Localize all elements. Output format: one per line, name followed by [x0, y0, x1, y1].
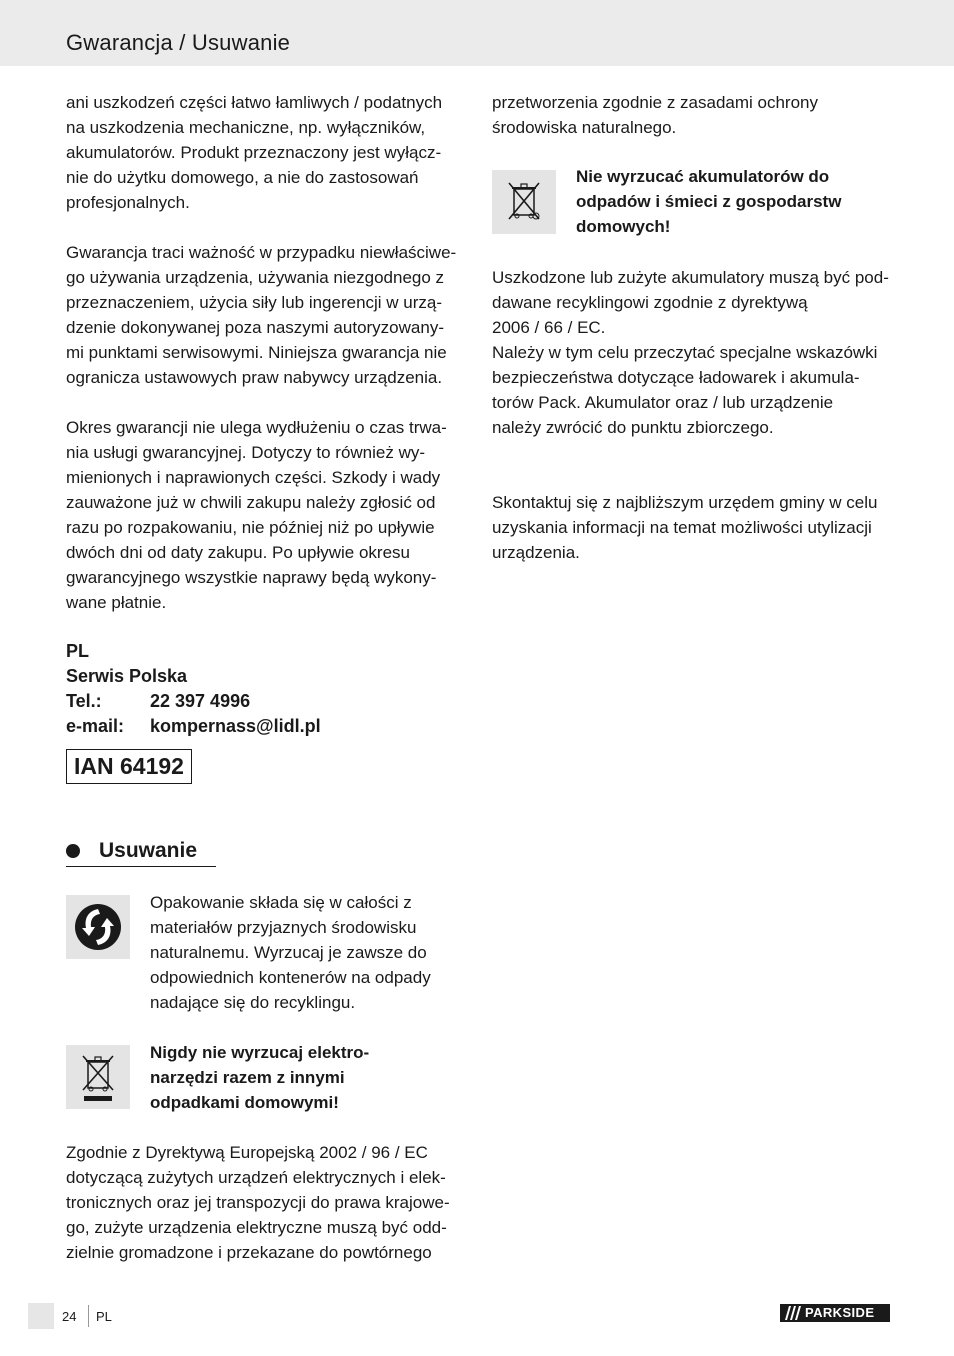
text-line: Gwarancja traci ważność w przypadku niewłaściwe-: [66, 243, 457, 262]
text-line: Skontaktuj się z najbliższym urzędem gminy w celu: [492, 493, 878, 512]
text-line: dawane recyklingowi zgodnie z dyrektywą: [492, 293, 808, 312]
phone-value: 22 397 4996: [150, 691, 251, 711]
text-line: środowiska naturalnego.: [492, 118, 677, 137]
language-code: PL: [96, 1309, 112, 1324]
directive-text: [66, 1140, 466, 1265]
text-line: Nigdy nie wyrzucaj elektro-: [150, 1043, 370, 1062]
footer-marker: [28, 1303, 54, 1329]
crossed-out-bin-battery-icon: [492, 170, 556, 234]
text-line: mi punktami serwisowymi. Niniejsza gwarancja nie: [66, 343, 447, 362]
email-value: kompernass@lidl.pl: [150, 716, 321, 736]
text-line: go używania urządzenia, używania niezgodnego z: [66, 268, 445, 287]
text-line: ani uszkodzeń części łatwo łamliwych / podatnych: [66, 93, 443, 112]
text-line: 2006 / 66 / EC.: [492, 318, 606, 337]
text-line: akumulatorów. Produkt przeznaczony jest wyłącz-: [66, 143, 442, 162]
text-line: narzędzi razem z innymi: [150, 1068, 345, 1087]
page-header: [0, 0, 954, 66]
text-line: dzenie dokonywanej poza naszymi autoryzowany-: [66, 318, 444, 337]
battery-recycling-text: [492, 265, 892, 440]
crossed-out-wheelie-bin-icon: [66, 1045, 130, 1109]
page-number: 24: [62, 1309, 77, 1324]
text-line: zielnie gromadzone i przekazane do powtórnego: [66, 1243, 432, 1262]
footer-divider: [88, 1305, 89, 1327]
text-line: odpadów i śmieci z gospodarstw: [576, 192, 842, 211]
logo-stripes-icon: [780, 1304, 804, 1322]
text-line: należy zwrócić do punktu zbiorczego.: [492, 418, 774, 437]
text-line: Zgodnie z Dyrektywą Europejską 2002 / 96 / EC: [66, 1143, 428, 1162]
disposal-section-heading: [66, 836, 216, 867]
text-line: tronicznych oraz jej transpozycji do prawa krajowe-: [66, 1193, 450, 1212]
text-line: nia usługi gwarancyjnej. Dotyczy to również wy-: [66, 443, 426, 462]
text-line: odpowiednich kontenerów na odpady: [150, 968, 431, 987]
service-country: PL: [66, 641, 90, 661]
service-contact: [66, 639, 321, 739]
text-line: Uszkodzone lub zużyte akumulatory muszą być pod-: [492, 268, 889, 287]
email-label: e-mail:: [66, 716, 125, 736]
text-line: materiałów przyjaznych środowisku: [150, 918, 417, 937]
warranty-void-paragraph: [66, 240, 466, 390]
text-line: dwóch dni od daty zakupu. Po upływie okresu: [66, 543, 410, 562]
text-line: bezpieczeństwa dotyczące ładowarek i akumula-: [492, 368, 860, 387]
text-line: uzyskania informacji na temat możliwości utylizacji: [492, 518, 872, 537]
packaging-text: [150, 890, 470, 1015]
text-line: gwarancyjnego wszystkie naprawy będą wykony-: [66, 568, 437, 587]
text-line: domowych!: [576, 217, 671, 236]
text-line: nadające się do recyklingu.: [150, 993, 356, 1012]
right-continuation-text: [492, 90, 892, 140]
left-column: [66, 90, 466, 615]
text-line: go, zużyte urządzenia elektryczne muszą być odd-: [66, 1218, 447, 1237]
text-line: Okres gwarancji nie ulega wydłużeniu o czas trwa-: [66, 418, 447, 437]
ian-number-box: IAN 64192: [66, 749, 192, 784]
warranty-period-paragraph: [66, 415, 466, 615]
text-line: mienionych i naprawionych części. Szkody i wady: [66, 468, 441, 487]
municipality-contact-text: [492, 490, 892, 565]
service-email-row: [66, 714, 321, 739]
text-line: przeznaczeniem, użycia siły lub ingerencji w urzą-: [66, 293, 443, 312]
service-phone-row: [66, 689, 321, 714]
text-line: dotyczącą zużytych urządzeń elektrycznych i elek-: [66, 1168, 446, 1187]
text-line: wane płatnie.: [66, 593, 167, 612]
text-line: zauważone już w chwili zakupu należy zgłosić od: [66, 493, 436, 512]
text-line: razu po rozpakowaniu, nie później niż po upływie: [66, 518, 435, 537]
text-line: na uszkodzenia mechaniczne, np. wyłączników,: [66, 118, 426, 137]
parkside-logo: [780, 1304, 890, 1322]
text-line: Nie wyrzucać akumulatorów do: [576, 167, 830, 186]
text-line: ogranicza ustawowych praw nabywcy urządzenia.: [66, 368, 443, 387]
weee-warning: [150, 1040, 470, 1115]
text-line: Należy w tym celu przeczytać specjalne wskazówki: [492, 343, 878, 362]
brand-name: PARKSIDE: [805, 1305, 875, 1320]
battery-warning: [576, 164, 896, 239]
section-title: Usuwanie: [99, 839, 198, 862]
bullet-icon: [66, 844, 80, 858]
text-line: torów Pack. Akumulator oraz / lub urządzenie: [492, 393, 834, 412]
text-line: nie do użytku domowego, a nie do zastosowań: [66, 168, 419, 187]
text-line: profesjonalnych.: [66, 193, 190, 212]
text-line: odpadkami domowymi!: [150, 1093, 339, 1112]
page-title: Gwarancja / Usuwanie: [66, 30, 291, 55]
green-dot-recycling-icon: [66, 895, 130, 959]
phone-label: Tel.:: [66, 691, 102, 711]
text-line: Opakowanie składa się w całości z: [150, 893, 412, 912]
text-line: przetworzenia zgodnie z zasadami ochrony: [492, 93, 819, 112]
warranty-exclusions-paragraph: [66, 90, 466, 215]
text-line: urządzenia.: [492, 543, 580, 562]
service-name: Serwis Polska: [66, 666, 188, 686]
text-line: naturalnemu. Wyrzucaj je zawsze do: [150, 943, 427, 962]
